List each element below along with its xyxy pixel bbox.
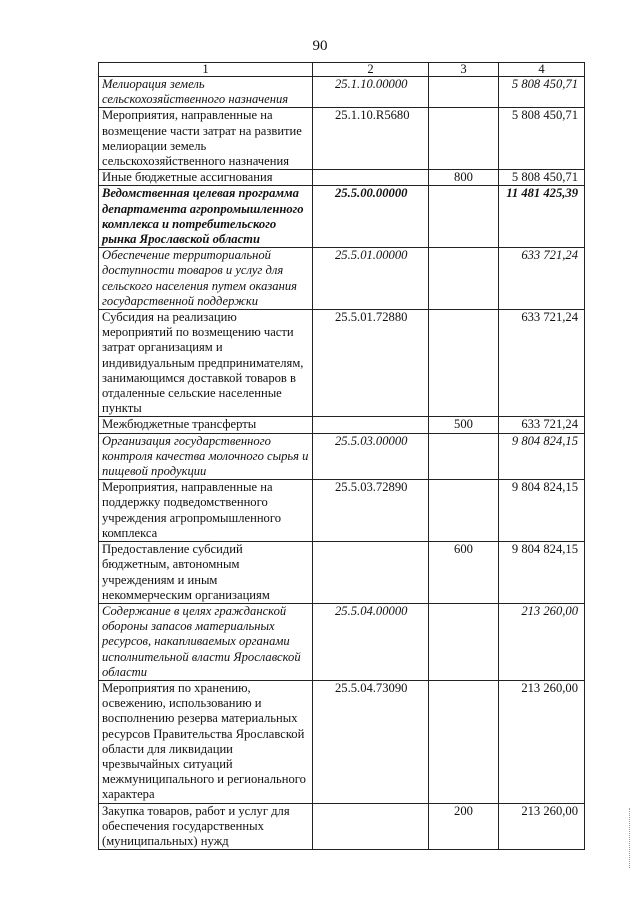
table-row [99,248,585,310]
amount-cell: 9 804 824,15 [499,433,585,480]
table-row [99,433,585,480]
table-row [99,310,585,417]
table-row [99,603,585,680]
expense-type-cell: 500 [429,417,499,433]
amount-cell: 9 804 824,15 [499,480,585,542]
program-name-cell: Обеспечение территориальной доступности товаров и услуг для сельского населения путем оказания государственной поддержки [99,248,313,310]
program-name-cell: Иные бюджетные ассигнования [99,170,313,186]
table-row [99,542,585,604]
amount-cell: 11 481 425,39 [499,186,585,248]
expense-type-cell: 600 [429,542,499,604]
table-row [99,108,585,170]
expense-type-cell [429,248,499,310]
program-name-cell: Предоставление субсидий бюджетным, автономным учреждениям и иным некоммерческим организациям [99,542,313,604]
budget-code-cell: 25.5.04.73090 [313,680,429,803]
amount-cell: 213 260,00 [499,680,585,803]
budget-code-cell: 25.1.10.00000 [313,77,429,108]
column-header-2: 2 [313,63,429,77]
program-name-cell: Мелиорация земель сельскохозяйственного назначения [99,77,313,108]
expense-type-cell [429,433,499,480]
amount-cell: 5 808 450,71 [499,170,585,186]
table-row [99,480,585,542]
program-name-cell: Ведомственная целевая программа департамента агропромышленного комплекса и потребительского рынка Ярославской области [99,186,313,248]
expense-type-cell [429,603,499,680]
expense-type-cell [429,310,499,417]
budget-code-cell [313,170,429,186]
program-name-cell: Субсидия на реализацию мероприятий по возмещению части затрат организациям и индивидуальным предпринимателям, занимающимся доставкой товаров в отдаленные сельские населенные пункты [99,310,313,417]
program-name-cell: Межбюджетные трансферты [99,417,313,433]
amount-cell: 633 721,24 [499,417,585,433]
expense-type-cell: 800 [429,170,499,186]
table-row [99,186,585,248]
expense-type-cell [429,186,499,248]
expense-type-cell [429,680,499,803]
amount-cell: 633 721,24 [499,248,585,310]
budget-code-cell [313,803,429,850]
budget-code-cell [313,417,429,433]
program-name-cell: Мероприятия, направленные на поддержку подведомственного учреждения агропромышленного комплекса [99,480,313,542]
amount-cell: 5 808 450,71 [499,77,585,108]
table-row [99,77,585,108]
amount-cell: 633 721,24 [499,310,585,417]
program-name-cell: Организация государственного контроля качества молочного сырья и пищевой продукции [99,433,313,480]
column-header-3: 3 [429,63,499,77]
table-header-row [99,63,585,77]
budget-code-cell: 25.5.03.72890 [313,480,429,542]
budget-code-cell [313,542,429,604]
table-row [99,680,585,803]
expense-type-cell [429,77,499,108]
amount-cell: 9 804 824,15 [499,542,585,604]
budget-code-cell: 25.5.04.00000 [313,603,429,680]
amount-cell: 5 808 450,71 [499,108,585,170]
budget-code-cell: 25.5.01.72880 [313,310,429,417]
page-number: 90 [312,38,328,54]
column-header-4: 4 [499,63,585,77]
program-name-cell: Мероприятия по хранению, освежению, использованию и восполнению резерва материальных ресурсов Правительства Ярославской области для ликвидации чрезвычайных ситуаций межмуниципального и регионального характера [99,680,313,803]
budget-code-cell: 25.5.00.00000 [313,186,429,248]
table-row [99,417,585,433]
amount-cell: 213 260,00 [499,803,585,850]
expense-type-cell [429,480,499,542]
table-row [99,803,585,850]
budget-code-cell: 25.5.03.00000 [313,433,429,480]
scan-margin-mark [629,808,634,868]
budget-code-cell: 25.5.01.00000 [313,248,429,310]
program-name-cell: Содержание в целях гражданской обороны запасов материальных ресурсов, накапливаемых органами исполнительной власти Ярославской области [99,603,313,680]
program-name-cell: Закупка товаров, работ и услуг для обеспечения государственных (муниципальных) нужд [99,803,313,850]
column-header-1: 1 [99,63,313,77]
amount-cell: 213 260,00 [499,603,585,680]
budget-code-cell: 25.1.10.R5680 [313,108,429,170]
expense-type-cell [429,108,499,170]
expense-type-cell: 200 [429,803,499,850]
table-body [99,77,585,850]
program-name-cell: Мероприятия, направленные на возмещение части затрат на развитие мелиорации земель сельскохозяйственного назначения [99,108,313,170]
table-row [99,170,585,186]
budget-table [98,62,585,850]
